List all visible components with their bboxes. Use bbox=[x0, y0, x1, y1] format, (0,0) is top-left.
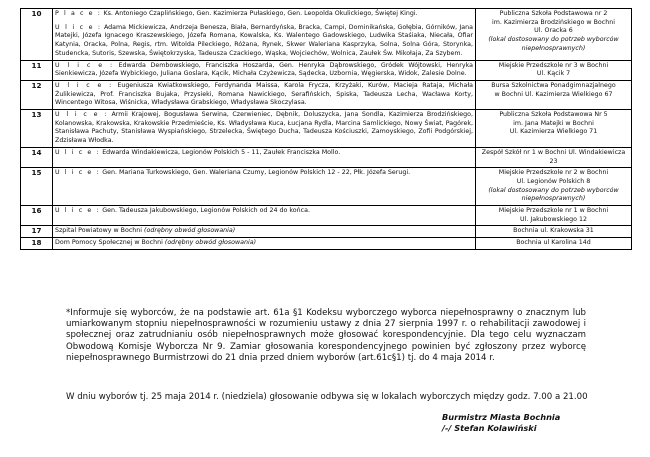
street-list bbox=[55, 111, 473, 146]
streets-label: U l i c e : bbox=[55, 81, 113, 89]
polling-station-line: im. Kazimierza Brodzińskiego w Bochni bbox=[492, 18, 615, 26]
polling-station-line: Bochnia ul. Krakowska 31 bbox=[513, 227, 594, 235]
signature-title: Burmistrz Miasta Bochnia bbox=[442, 412, 561, 422]
polling-station-line: Publiczna Szkoła Podstawowa Nr 5 bbox=[499, 111, 608, 119]
polling-station-line: Ul. Oracka 6 bbox=[534, 27, 573, 35]
polling-station bbox=[476, 80, 632, 109]
polling-station-line: Miejskie Przedszkole nr 3 w Bochni bbox=[498, 61, 609, 69]
streets-label: U l i c e : bbox=[55, 169, 101, 177]
accessibility-note: (lokal dostosowany do potrzeb wyborców niepełnosprawnych) bbox=[488, 36, 619, 52]
street-list bbox=[55, 62, 473, 79]
streets-text: Gen. Tadeusza Jakubowskiego, Legionów Polskich od 24 do końca. bbox=[102, 207, 310, 215]
polling-station bbox=[476, 226, 632, 238]
district-streets bbox=[53, 110, 476, 148]
district-number: 17 bbox=[21, 226, 53, 238]
street-list bbox=[55, 207, 473, 216]
signature-block bbox=[442, 412, 560, 434]
polling-station-line: Publiczna Szkoła Podstawowa nr 2 bbox=[499, 10, 608, 17]
table-row bbox=[21, 206, 632, 226]
district-streets bbox=[53, 147, 476, 167]
special-district-name: Dom Pomocy Społecznej w Bochni bbox=[55, 239, 163, 247]
street-list bbox=[55, 149, 473, 158]
streets-text: Adama Mickiewicza, Andrzeja Benesza, Biała, Bernardyńska, Bracka, Campi, Dominikańska, Gołębia, Górników, Jana Matejki, Józefa Ignacego Kraszewskiego, Józefa Romana, Kowalska, Ks. Walentego Gadowskiego, Ludwika Staśiaka, Niecała, Ofiar Katynia, Oracka, Polna, Regis, rtm. Witolda Pileckiego, Różana, Rynek, Skwer Waleriana Kasprzyka, Solna, Solna Góra, Storynka, Studencka, Sutoris, Szewska, Świętokrzyska, Tadeusza Czackiego, Wąska, Wojciechów, Wolnica, Zaułek Św. Mikołaja, Za Szybem. bbox=[55, 23, 473, 57]
district-number: 18 bbox=[21, 238, 53, 250]
table-row bbox=[21, 80, 632, 109]
polling-station-line: Ul. Kącik 7 bbox=[536, 70, 571, 78]
polling-station bbox=[476, 238, 632, 250]
district-streets bbox=[53, 206, 476, 226]
polling-station-line: Bursa Szkolnictwa Ponadgimnazjalnego bbox=[491, 81, 616, 89]
polling-station-line: Ul. Jakubowskiego 12 bbox=[520, 215, 587, 223]
polling-station-line: Miejskie Przedszkole nr 1 w Bochni bbox=[498, 207, 609, 215]
polling-station bbox=[476, 206, 632, 226]
streets-label: U l i c e : bbox=[55, 207, 101, 215]
table-row bbox=[21, 238, 632, 250]
streets-text: Edwarda Windakiewicza, Legionów Polskich 5 - 11, Zaułek Franciszka Mollo. bbox=[102, 148, 341, 156]
streets-text: Eugeniusza Kwiatkowskiego, Ferdynanda Maissa, Karola Fryczа, Krzyżaki, Kurów, Macieja Rataja, Michała Żulikiewicza, Prof. Franciszka Bujaka, Przysieki, Romana Nawickiego, Serafińskich, Spiska, Tadeusza Lecha, Wacława Korty, Wincentego Witosa, Wiśnicka, Władysława Grabskiego, Władysława Skoczylasa. bbox=[55, 81, 473, 107]
table-row bbox=[21, 226, 632, 238]
street-list bbox=[55, 24, 473, 59]
place-text: Ks. Antoniego Czaplińskiego, Gen. Kazimierza Pułaskiego, Gen. Leopolda Okulickiego, Świętej Kingi. bbox=[103, 10, 418, 17]
polling-districts-table bbox=[20, 8, 632, 250]
street-list bbox=[55, 82, 473, 108]
streets-text: Armii Krajowej, Bogusława Serwina, Czerwieniec, Dębnik, Doluszycka, Jana Sondla, Kazimierza Brodzińskiego, Kolanowska, Krakowska, Krakowskie Przedmieście, Ks. Władysława Kuca, Łucjana Rydla, Marcina Samlickiego, Nowy Świat, Pagórek, Stanisława Pachuty, Stanisława Wyspiańskiego, Strzelecka, Świętego Ducha, Tadeusza Kościuszki, Zamoyskiego, Zofii Podgórskiej, Zdzisława Włodka. bbox=[55, 111, 473, 145]
table-row bbox=[21, 168, 632, 206]
district-streets bbox=[53, 9, 476, 61]
district-streets bbox=[53, 60, 476, 80]
table-row bbox=[21, 9, 632, 61]
special-district-name: Szpital Powiatowy w Bochni bbox=[55, 227, 143, 235]
table-row bbox=[21, 60, 632, 80]
district-streets bbox=[53, 226, 476, 238]
district-number: 16 bbox=[21, 206, 53, 226]
streets-label: U l i c e : bbox=[55, 111, 108, 119]
polling-station-line: w Bochni Ul. Kazimierza Wielkiego 67 bbox=[494, 90, 613, 98]
election-day-text: W dniu wyborów tj. 25 maja 2014 r. (niedziela) głosowanie odbywa się w lokalach wyborczych między godz. 7.00 a 21.00 bbox=[66, 392, 588, 402]
street-list bbox=[55, 169, 473, 178]
polling-station bbox=[476, 9, 632, 61]
polling-station-line: Zespół Szkół nr 1 w Bochni Ul. Windakiewicza 23 bbox=[481, 148, 626, 165]
district-number: 11 bbox=[21, 60, 53, 80]
district-number: 10 bbox=[21, 9, 53, 61]
streets-text: Edwarda Dembowskiego, Franciszka Hoszarda, Gen. Henryka Dąbrowskiego, Gródek Wójtowski, Henryka Sienkiewicza, Józefa Wybickiego, Juliana Goslara, Kącik, Michała Czyżewicza, Sądecka, Uzbornia, Węgierska, Widok, Zalesie Dolne. bbox=[55, 61, 473, 78]
district-streets bbox=[53, 80, 476, 109]
polling-station-line: Ul. Legionów Polskich 8 bbox=[516, 177, 591, 185]
special-district bbox=[55, 239, 473, 248]
polling-station-line: Ul. Kazimierza Wielkiego 71 bbox=[509, 128, 598, 136]
special-district-note: (odrębny obwód głosowania) bbox=[144, 227, 236, 235]
district-number: 12 bbox=[21, 80, 53, 109]
streets-label: U l i c e : bbox=[55, 148, 101, 156]
polling-station bbox=[476, 110, 632, 148]
district-number: 13 bbox=[21, 110, 53, 148]
footnote-text: *Informuje się wyborców, że na podstawie art. 61a §1 Kodeksu wyborczego wyborca niepełnosprawny o znacznym lub umiarkowanym stopniu niepełnosprawności w rozumieniu ustawy z dnia 27 sierpnia 1997 r. o rehabilitacji zawodowej i społecznej oraz zatrudnianiu osób niepełnosprawnych może głosować korespondencyjnie. Dla tego celu wyznaczam Obwodową Komisje Wyborcza Nr 9. Zamiar głosowania korespondencyjnego powinien być zgłoszony przez wyborcę niepełnosprawnego Burmistrzowi do 21 dnia przed dniem wyborów (art.61c§1) tj. do 4 maja 2014 r. bbox=[66, 308, 586, 363]
table-row bbox=[21, 110, 632, 148]
streets-text: Gen. Mariana Turkowskiego, Gen. Waleriana Czumy, Legionów Polskich 12 - 22, Płk. Józefa Serugi. bbox=[102, 169, 411, 177]
polling-station-line: im. Jana Matejki w Bochni bbox=[513, 119, 594, 127]
streets-label: U l i c e : bbox=[55, 23, 102, 31]
district-number: 14 bbox=[21, 147, 53, 167]
polling-station bbox=[476, 147, 632, 167]
district-number: 15 bbox=[21, 168, 53, 206]
accessibility-note: (lokal dostosowany do potrzeb wyborców niepełnosprawnych) bbox=[488, 186, 619, 203]
polling-station bbox=[476, 168, 632, 206]
special-district bbox=[55, 227, 473, 236]
streets-label: U l i c e : bbox=[55, 61, 114, 69]
place-label: P l a c e : bbox=[55, 10, 102, 17]
polling-station-line: Bochnia ul Karolina 14d bbox=[516, 239, 591, 247]
polling-station-line: Miejskie Przedszkole nr 2 w Bochni bbox=[498, 169, 609, 177]
table-row bbox=[21, 147, 632, 167]
polling-station bbox=[476, 60, 632, 80]
district-streets bbox=[53, 238, 476, 250]
signature-name: /-/ Stefan Kolawiński bbox=[442, 423, 537, 433]
special-district-note: (odrębny obwód głosowania) bbox=[164, 239, 257, 247]
place-list bbox=[55, 10, 473, 19]
district-streets bbox=[53, 168, 476, 206]
